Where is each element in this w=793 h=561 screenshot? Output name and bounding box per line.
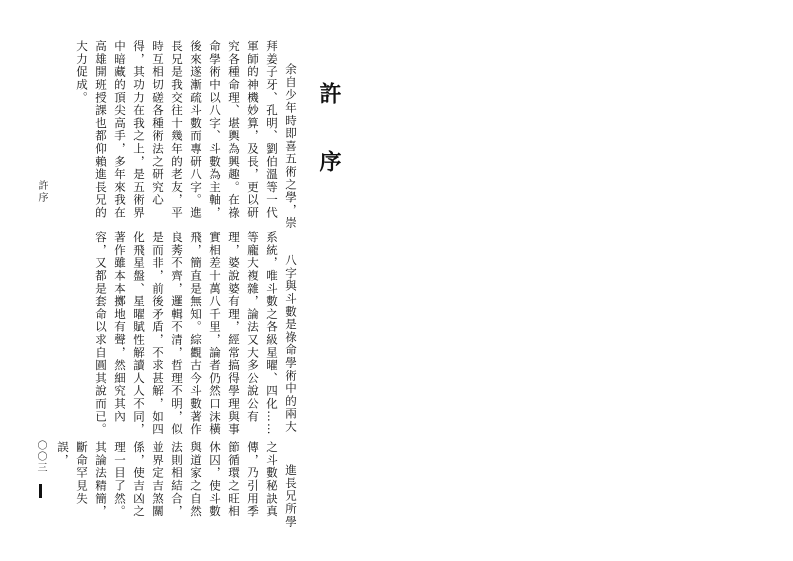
paragraph-3: 進長兄所學之斗數秘訣真傳，乃引用季節循環之旺相休囚，使斗數與道家之自然法則相結合，並界定吉煞關係，使吉凶之理一目了然。其論法精簡，斷命罕見失誤， [56, 441, 298, 529]
paragraph-2: 八字與斗數是祿命學術中的兩大系統，唯斗數之各級星曜、四化……等龐大複雜，論法又大多公說公有理，婆說婆有理，經常搞得學理與事實相差十萬八千里，論者仍然口沫橫飛，簡直是無知。綜觀古今斗數著作良莠不齊，邏輯不清，哲理不明，似是而非，前後矛盾，不求甚解，如四化飛星盤、星曜賦性解讀人人不同，著作雖本本擲地有聲，然細究其內容，又都是套命以求自圓其說而已。 [94, 231, 298, 437]
paragraph-1: 余自少年時即喜五術之學，崇拜姜子牙、孔明、劉伯溫等一代軍師的神機妙算，及長，更以研究各種命理、堪輿為興趣。在祿命學術中以八字、斗數為主軸，後來遂漸疏斗數而專研八字。進長兄是我交往十幾年的老友，平時互相切磋各種術法之研究心得，其功力在我之上，是五術界中暗藏的頂尖高手，多年來我在高雄開班授課也都仰賴進長兄的大力促成。 [75, 40, 298, 230]
preface-body [56, 40, 300, 530]
page-title: 許 序 [316, 82, 342, 184]
folio-rule [39, 484, 42, 498]
running-head: 許序 [36, 180, 47, 204]
page-number: 〇〇三 [35, 440, 46, 473]
